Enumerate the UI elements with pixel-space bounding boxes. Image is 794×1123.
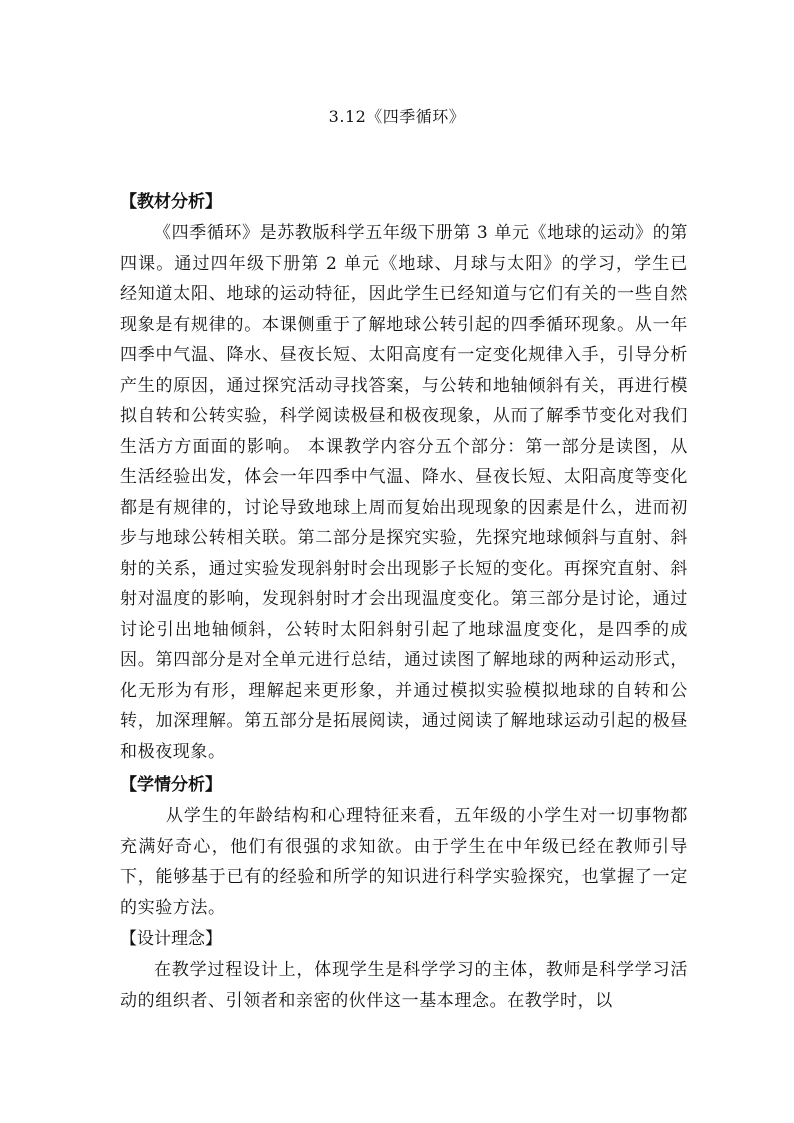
section-student-analysis [120, 769, 688, 923]
section-heading: 【教材分析】 [120, 192, 222, 212]
section-paragraph: 《四季循环》是苏教版科学五年级下册第 3 单元《地球的运动》的第四课。通过四年级下册第 2 单元《地球、月球与太阳》的学习，学生已经知道太阳、地球的运动特征，因此学生已经知道与它们有关的一些自然现象是有规律的。本课侧重于了解地球公转引起的四季循环现象。从一年四季中气温、降水、昼夜长短、太阳高度有一定变化规律入手，引导分析产生的原因，通过探究活动寻找答案，与公转和地轴倾斜有关，再进行模拟自转和公转实验，科学阅读极昼和极夜现象，从而了解季节变化对我们生活方方面面的影响。 本课教学内容分五个部分：第一部分是读图，从生活经验出发，体会一年四季中气温、降水、昼夜长短、太阳高度等变化都是有规律的，讨论导致地球上周而复始出现现象的因素是什么，进而初步与地球公转相关联。第二部分是探究实验，先探究地球倾斜与直射、斜射的关系，通过实验发现斜射时会出现影子长短的变化。再探究直射、斜射对温度的影响，发现斜射时才会出现温度变化。第三部分是讨论，通过讨论引出地轴倾斜，公转时太阳斜射引起了地球温度变化，是四季的成因。第四部分是对全单元进行总结，通过读图了解地球的两种运动形式，化无形为有形，理解起来更形象，并通过模拟实验模拟地球的自转和公转，加深理解。第五部分是拓展阅读，通过阅读了解地球运动引起的极昼和极夜现象。 [120, 223, 688, 762]
document-body [120, 186, 688, 1016]
section-design-concept [120, 923, 688, 1016]
document-title: 3.12《四季循环》 [328, 107, 466, 126]
section-heading: 【学情分析】 [120, 775, 222, 795]
section-paragraph: 在教学过程设计上，体现学生是科学学习的主体，教师是科学学习活动的组织者、引领者和亲密的伙伴这一基本理念。在教学时，以 [120, 960, 688, 1011]
section-heading: 【设计理念】 [120, 929, 222, 949]
section-textbook-analysis [120, 186, 688, 767]
section-paragraph: 从学生的年龄结构和心理特征来看，五年级的小学生对一切事物都充满好奇心，他们有很强的求知欲。由于学生在中年级已经在教师引导下，能够基于已有的经验和所学的知识进行科学实验探究，也掌握了一定的实验方法。 [120, 806, 688, 918]
